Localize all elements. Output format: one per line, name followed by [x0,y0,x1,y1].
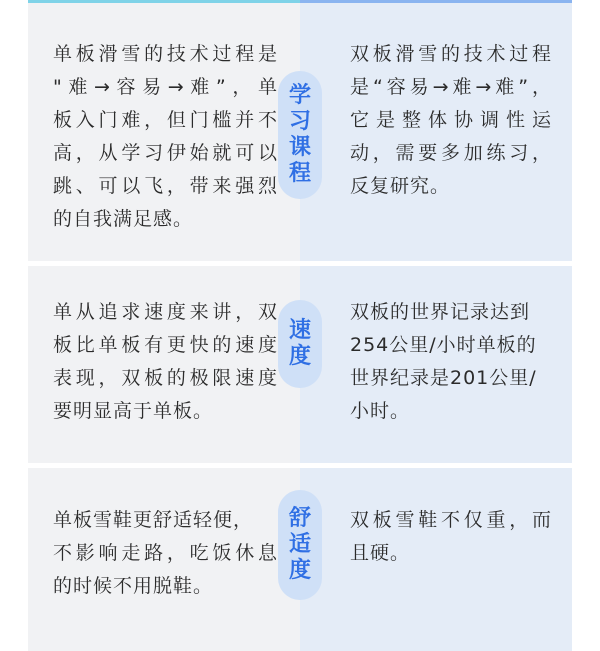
snowboard-text: 单板雪鞋更舒适轻便， 不影响走路，吃饭休息 的时候不用脱鞋。 [53,509,278,597]
ski-cell [300,266,572,463]
comparison-row-course [28,3,572,261]
category-label-course: 学 习 课 程 [278,71,322,199]
category-label-comfort: 舒 适 度 [278,490,322,600]
snowboard-text: 单从追求速度来讲，双 板比单板有更快的速度 表现，双板的极限速度 要明显高于单板。 [53,301,278,422]
ski-cell [300,468,572,651]
snowboard-text: 单板滑雪的技术过程是 "难→容易→难”，单 板入门难，但门槛并不 高，从学习伊始就可以 跳、可以飞，带来强烈 的自我满足感。 [53,43,278,230]
snowboard-cell [28,468,300,651]
comparison-row-speed [28,266,572,463]
ski-text: 双板滑雪的技术过程 是“容易→难→难”， 它是整体协调性运 动，需要多加练习， 反复研究。 [350,43,552,197]
snowboard-cell [28,266,300,463]
category-label-speed: 速 度 [278,300,322,388]
ski-text: 双板雪鞋不仅重，而 且硬。 [350,509,552,564]
snowboard-cell [28,3,300,261]
ski-text: 双板的世界记录达到 254公里/小时单板的 世界纪录是201公里/ 小时。 [350,301,537,422]
comparison-row-comfort [28,468,572,651]
ski-cell [300,3,572,261]
